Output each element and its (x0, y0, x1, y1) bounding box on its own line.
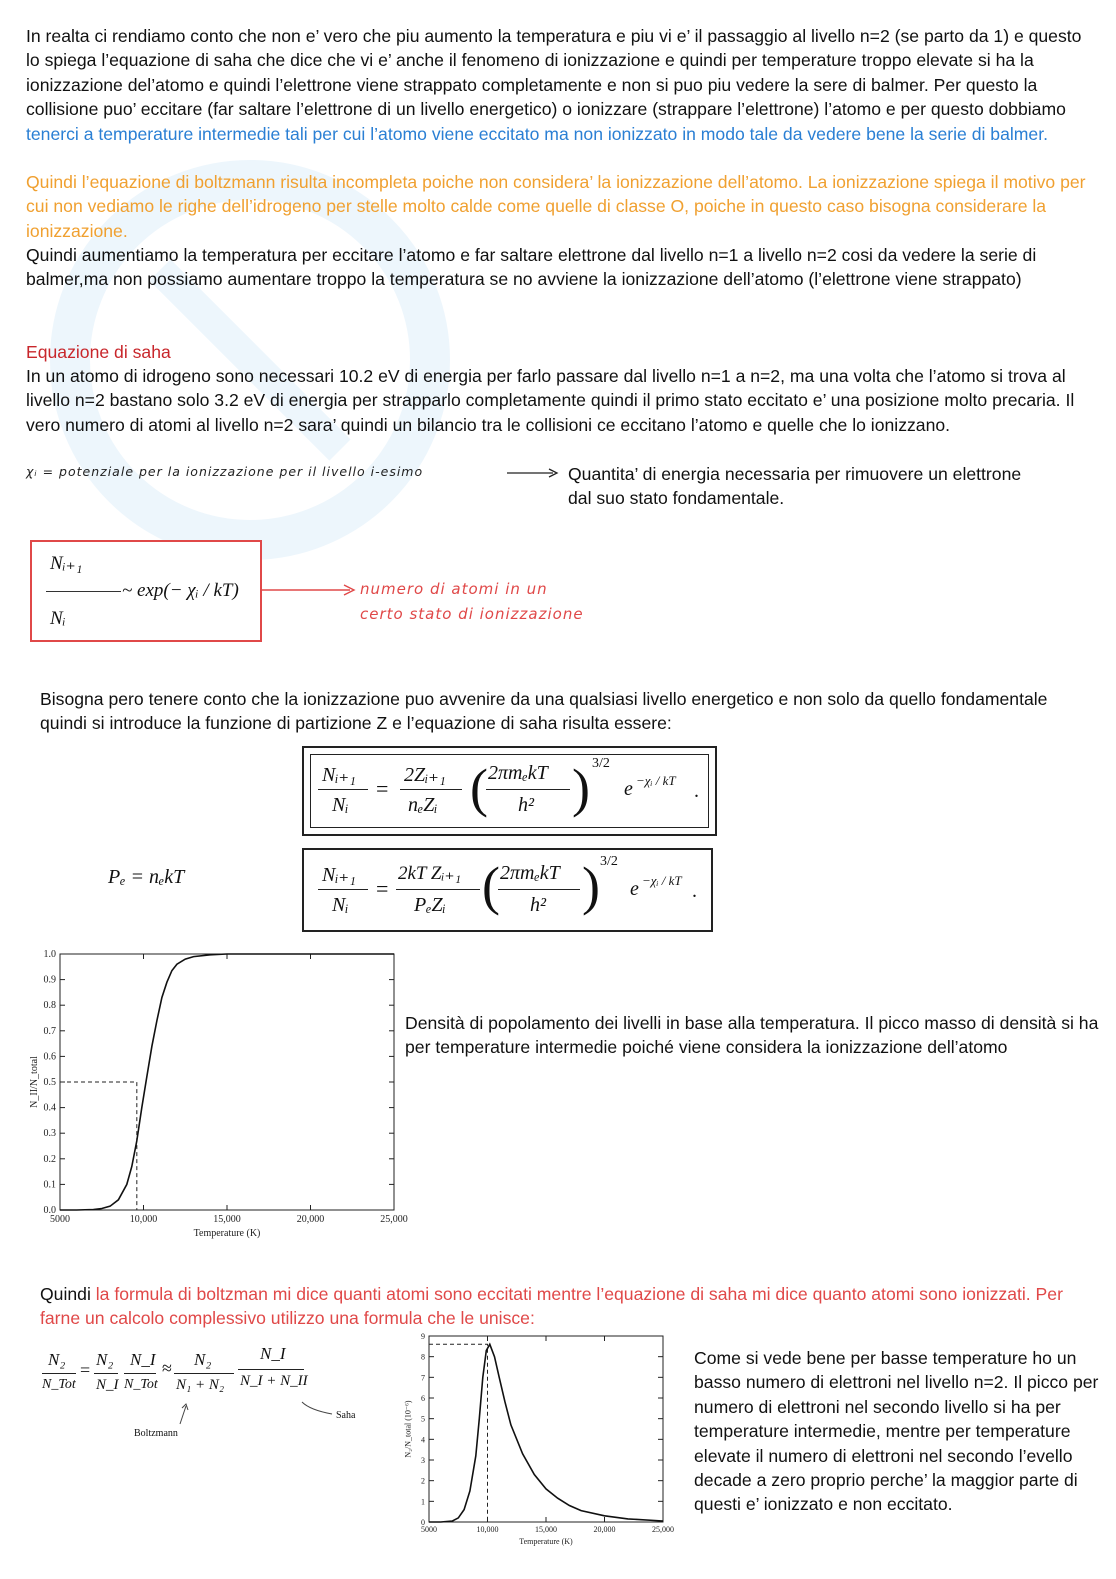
plot-frame (429, 1336, 663, 1522)
saha-heading: Equazione di saha (26, 342, 171, 362)
x-tick-label: 10,000 (129, 1214, 158, 1225)
formula1-arrow (262, 582, 358, 598)
y-tick-label: 4 (421, 1435, 425, 1445)
y-tick-label: 0.0 (43, 1205, 56, 1216)
formula1-note-line1: numero di atomi in un (360, 580, 548, 598)
partition-function-paragraph: Bisogna pero tenere conto che la ionizzazione puo avvenire da una qualsiasi livello energetico e non solo da quello fondamentale quindi si introduce la funzione di partizione Z e l’equazione di saha risulta essere: (40, 689, 1048, 734)
y-tick-label: 9 (421, 1332, 425, 1341)
y-tick-label: 2 (421, 1476, 425, 1486)
y-tick-label: 6 (421, 1394, 425, 1403)
boltzmann-label: Boltzmann (134, 1428, 178, 1439)
x-tick-label: 5000 (50, 1214, 70, 1225)
y-tick-label: 0 (421, 1518, 425, 1527)
y-axis-label: N_II/N_total (29, 1056, 40, 1108)
chi-definition: Quantita’ di energia necessaria per rimuovere un elettrone dal suo stato fondamentale. (568, 464, 1022, 509)
saha-equation-1: Nᵢ₊₁ Nᵢ = 2Zᵢ₊₁ nₑZᵢ ( 2πmₑkT h² ) 3/2 e −χᵢ / kT . (302, 746, 717, 836)
x-tick-label: 15,000 (535, 1525, 557, 1534)
temperature-paragraph: Quindi aumentiamo la temperatura per eccitare l’atomo e far saltare elettrone dal livello n=1 a livello n=2 cosi da vedere la serie di balmer,ma non possiamo aumentare troppo la temperatura se no avviene la ionizzazione dell’atomo (l’elettrone viene strappato) (26, 245, 1037, 290)
combined-formula-paragraph: Quindi la formula di boltzman mi dice quanti atomi sono eccitati mentre l’equazione di saha mi dice quanto atomi sono ionizzati. Per farne un calcolo complessivo utilizzo una formula che le unisce: (40, 1284, 1063, 1329)
chi-handwritten-note: χᵢ = potenziale per la ionizzazione per il livello i-esimo (26, 464, 424, 479)
hydrogen-energy-paragraph: In un atomo di idrogeno sono necessari 10.2 eV di energia per farlo passare dal livello n=1 a n=2, ma una volta che l’atomo si trova al livello n=2 bastano solo 3.2 eV di energia per strapparlo completamente quindi il primo stato eccitato e’ una posizione molto precaria. Il vero numero di atomi al livello n=2 sara’ quindi un bilancio tra le collisioni ce eccitano l’atomo e quelle che lo ionizzano. (26, 366, 1075, 435)
y-tick-label: 0.5 (43, 1077, 56, 1088)
x-tick-label: 15,000 (213, 1214, 241, 1225)
x-tick-label: 10,000 (476, 1525, 499, 1534)
chi-arrow (505, 466, 561, 480)
x-axis-label: Temperature (K) (519, 1537, 573, 1546)
y-tick-label: 0.2 (43, 1153, 56, 1165)
y-tick-label: 1 (421, 1497, 425, 1507)
y-tick-label: 8 (421, 1352, 425, 1362)
n2-population-chart (393, 1330, 685, 1556)
x-tick-label: 25,000 (380, 1214, 408, 1225)
x-tick-label: 5000 (421, 1525, 437, 1534)
x-axis-label: Temperature (K) (193, 1228, 261, 1239)
saha-label: Saha (336, 1410, 356, 1421)
chart1-caption: Densità di popolamento dei livelli in base alla temperatura. Il picco masso di densità si ha per temperature intermedie poiché viene considera la ionizzazione dell’atomo (405, 1013, 1099, 1058)
y-tick-label: 0.8 (43, 1000, 56, 1012)
x-tick-label: 20,000 (593, 1525, 616, 1534)
y-tick-label: 0.9 (43, 974, 56, 986)
intro-paragraph: In realta ci rendiamo conto che non e’ vero che piu aumento la temperatura e piu vi e’ il passaggio al livello n=2 (se parto da 1) e questo lo spiega l’equazione di saha che dice che vi e’ anche il fenomeno di ionizzazione e quindi per temperature troppo elevate si ha la ionizzazione del’atomo e quindi l’elettrone viene strappato completamente e non si puo piu vedere la sere di balmer. Per questo la collisione puo’ eccitare (far saltare l’elettrone di un livello energetico) o ionizzare (strappare l’elettrone) l’atomo e per questo dobbiamo tenerci a temperature intermedie tali per cui l’atomo viene eccitato ma non ionizzato in modo tale da vedere bene la serie di balmer. (26, 26, 1082, 144)
y-tick-label: 7 (421, 1373, 425, 1383)
x-tick-label: 20,000 (296, 1214, 325, 1225)
y-tick-label: 1.0 (43, 949, 56, 960)
saha-equation-2: Nᵢ₊₁ Nᵢ = 2kT Zᵢ₊₁ PₑZᵢ ( 2πmₑkT h² ) 3/2 e −χᵢ / kT . (302, 848, 713, 932)
y-tick-label: 0.4 (43, 1102, 56, 1114)
y-tick-label: 0.7 (43, 1025, 56, 1037)
combined-formula: N₂ N_Tot = N₂ N_I N_I N_Tot ≈ N₂ N₁ + N₂ N_I N_I + N_II Boltzmann Saha (42, 1344, 356, 1439)
y-tick-label: 0.3 (43, 1128, 56, 1140)
x-tick-label: 25,000 (652, 1525, 674, 1534)
ionization-fraction-chart (12, 940, 408, 1246)
formula1-note-line2: certo stato di ionizzazione (360, 605, 584, 623)
y-tick-label: 0.1 (43, 1179, 56, 1191)
y-tick-label: 0.6 (43, 1051, 56, 1063)
electron-pressure: Pₑ = nₑkT (108, 866, 185, 888)
chart2-caption: Come si vede bene per basse temperature ho un basso numero di elettroni nel livello n=2. Il picco per numero di elettroni nel secondo livello si ha per temperature intermedie, mentre per temperature elevate il numero di elettroni nel secondo l’evello decade a zero proprio perche’ la maggior parte di questi e’ ionizzato e non eccitato. (694, 1348, 1099, 1515)
y-tick-label: 3 (421, 1456, 425, 1465)
boltzmann-incomplete-paragraph: Quindi l’equazione di boltzmann risulta incompleta poiche non considera’ la ionizzazione dell’atomo. La ionizzazione spiega il motivo per cui non vediamo le righe dell’idrogeno per stelle molto calde come quelle di classe O, poiche in questo caso bisogna considerare la ionizzazione. (26, 172, 1086, 241)
ionization-ratio-formula: Nᵢ₊₁ ~ exp(− χᵢ / kT) Nᵢ (30, 540, 262, 642)
data-curve (429, 1344, 663, 1522)
y-axis-label: N₂/N_total (10⁻⁶) (403, 1400, 413, 1458)
y-tick-label: 5 (421, 1414, 425, 1424)
dashed-guide (60, 1082, 137, 1210)
